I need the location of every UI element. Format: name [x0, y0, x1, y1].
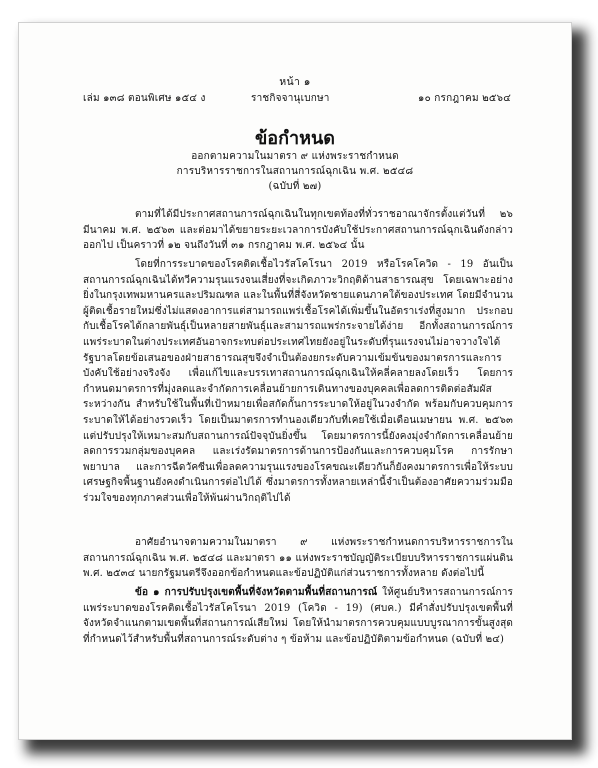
title-edition: (ฉบับที่ ๒๗): [268, 181, 322, 192]
gazette-header: [83, 91, 511, 105]
paragraph-2: โดยที่การระบาดของโรคติดเชื้อไวรัสโคโรนา 2019 หรือโรคโควิด - 19 อันเป็นสถานการณ์ฉุกเฉินได้ทวีความรุนแรงจนเสี่ยงที่จะเกิดภาวะวิกฤติด้านสาธารณสุข โดยเฉพาะอย่างยิ่งในกรุงเทพมหานครและปริมณฑล และในพื้นที่สี่จังหวัดชายแดนภาคใต้ของประเทศ โดยมีจำนวนผู้ติดเชื้อรายใหม่ซึ่งไม่แสดงอาการแต่สามารถแพร่เชื้อโรคได้เพิ่มขึ้นในอัตราเร่งที่สูงมาก ประกอบกับเชื้อโรคได้กลายพันธุ์เป็นหลายสายพันธุ์และสามารถแพร่กระจายได้ง่าย อีกทั้งสถานการณ์การแพร่ระบาดในต่างประเทศอันอาจกระทบต่อประเทศไทยยังอยู่ในระดับที่รุนแรงจนไม่อาจวางใจได้ รัฐบาลโดยข้อเสนอของฝ่ายสาธารณสุขจึงจำเป็นต้องยกระดับความเข้มข้นของมาตรการและการบังคับใช้อย่างจริงจัง เพื่อแก้ไขและบรรเทาสถานการณ์ฉุกเฉินให้คลี่คลายลงโดยเร็ว โดยการกำหนดมาตรการที่มุ่งลดและจำกัดการเคลื่อนย้ายการเดินทางของบุคคลเพื่อลดการติดต่อสัมผัสระหว่างกัน สำหรับใช้ในพื้นที่เป้าหมายเพื่อสกัดกั้นการระบาดให้อยู่ในวงจำกัด พร้อมกับควบคุมการระบาดให้ได้อย่างรวดเร็ว โดยเป็นมาตรการทำนองเดียวกับที่เคยใช้เมื่อเดือนเมษายน พ.ศ. ๒๕๖๓ แต่ปรับปรุงให้เหมาะสมกับสถานการณ์ปัจจุบันยิ่งขึ้น โดยมาตรการนี้ยังคงมุ่งจำกัดการเคลื่อนย้าย ลดการรวมกลุ่มของบุคคล และเร่งรัดมาตรการด้านการป้องกันและการควบคุมโรค การรักษาพยาบาล และการฉีดวัคซีนเพื่อลดความรุนแรงของโรคขณะเดียวกันก็ยังคงมาตรการเพื่อให้ระบบเศรษฐกิจพื้นฐานยังคงดำเนินการต่อไปได้ ซึ่งมาตรการทั้งหลายเหล่านี้จำเป็นต้องอาศัยความร่วมมือร่วมใจของทุกภาคส่วนเพื่อให้พ้นผ่านวิกฤติไปได้: [83, 259, 513, 504]
document-page: [18, 22, 572, 740]
publication-date: ๑๐ กรกฎาคม ๒๕๖๔: [418, 93, 511, 104]
title-subline-2: การบริหารราชการในสถานการณ์ฉุกเฉิน พ.ศ. ๒๕๔๘: [176, 166, 414, 177]
gazette-name: ราชกิจจานุเบกษา: [251, 93, 330, 104]
document-title: ข้อกำหนด: [255, 128, 335, 149]
clause-1-heading: ข้อ ๑ การปรับปรุงเขตพื้นที่จังหวัดตามพื้นที่สถานการณ์: [135, 587, 378, 598]
clause-1: [83, 585, 513, 647]
page-number: หน้า ๑: [279, 76, 311, 88]
paragraph-1: ตามที่ได้มีประกาศสถานการณ์ฉุกเฉินในทุกเขตท้องที่ทั่วราชอาณาจักรตั้งแต่วันที่ ๒๖ มีนาคม พ.ศ. ๒๕๖๓ และต่อมาได้ขยายระยะเวลาการบังคับใช้ประกาศสถานการณ์ฉุกเฉินดังกล่าวออกไป เป็นคราวที่ ๑๒ จนถึงวันที่ ๓๑ กรกฎาคม พ.ศ. ๒๕๖๔ นั้น: [83, 209, 513, 252]
clause-1-text: ให้ศูนย์บริหารสถานการณ์การแพร่ระบาดของโรคติดเชื้อไวรัสโคโรนา 2019 (โควิด - 19) (ศบค.) มีคำสั่งปรับปรุงเขตพื้นที่จังหวัดจำแนกตามเขตพื้นที่สถานการณ์เสียใหม่ โดยให้นำมาตรการควบคุมแบบบูรณาการขั้นสูงสุดที่กำหนดไว้สำหรับพื้นที่สถานการณ์ระดับต่าง ๆ ข้อห้าม และข้อปฏิบัติตามข้อกำหนด (ฉบับที่ ๒๔): [83, 587, 513, 645]
paragraph-3: อาศัยอำนาจตามความในมาตรา ๙ แห่งพระราชกำหนดการบริหารราชการในสถานการณ์ฉุกเฉิน พ.ศ. ๒๕๔๘ และมาตรา ๑๑ แห่งพระราชบัญญัติระเบียบบริหารราชการแผ่นดิน พ.ศ. ๒๕๓๔ นายกรัฐมนตรีจึงออกข้อกำหนดและข้อปฏิบัติแก่ส่วนราชการทั้งหลาย ดังต่อไปนี้: [83, 537, 513, 580]
volume-info: เล่ม ๑๓๘ ตอนพิเศษ ๑๕๔ ง: [83, 93, 206, 104]
title-subline-1: ออกตามความในมาตรา ๙ แห่งพระราชกำหนด: [191, 151, 399, 162]
